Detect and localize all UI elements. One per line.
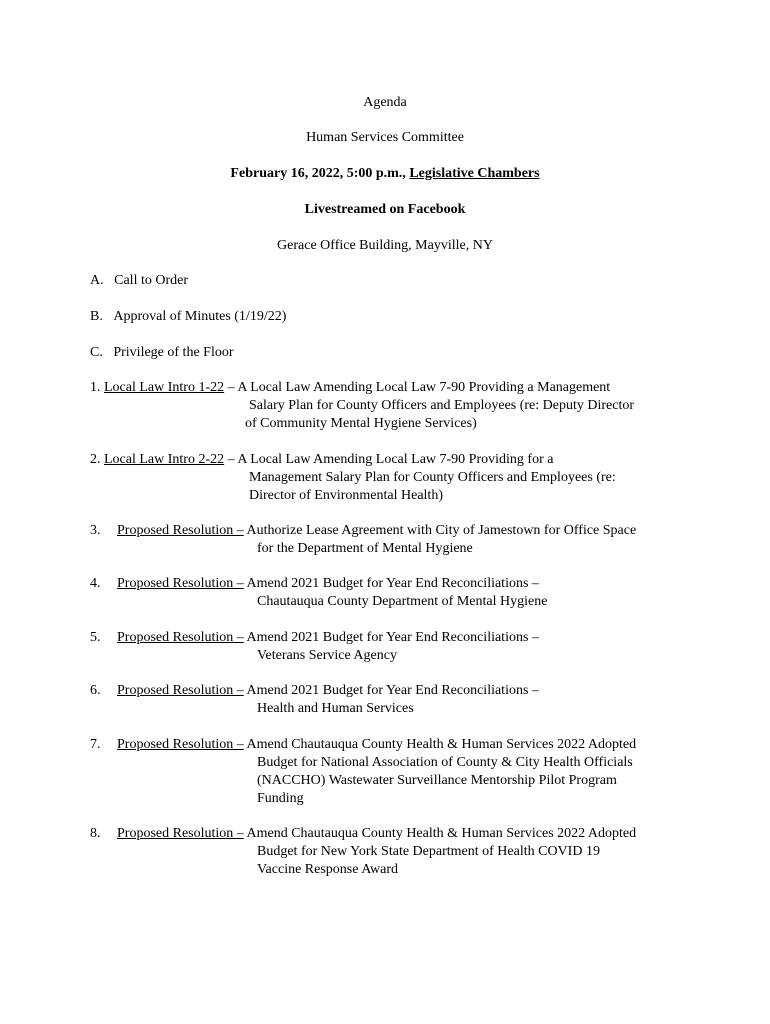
item-text: Amend 2021 Budget for Year End Reconciliations – <box>243 576 539 591</box>
continuation-line: Director of Environmental Health) <box>249 488 443 503</box>
resolution-6-link[interactable]: Proposed Resolution – <box>117 683 244 698</box>
item-text: Call to Order <box>114 273 188 288</box>
continuation-line: of Community Mental Hygiene Services) <box>245 416 477 431</box>
agenda-item-b <box>90 308 286 326</box>
resolution-5 <box>90 629 539 647</box>
item-number: 5. <box>90 630 101 645</box>
continuation-line: Vaccine Response Award <box>257 862 399 877</box>
resolution-5-continuation <box>257 647 397 665</box>
item-text: Amend Chautauqua County Health & Human Services 2022 Adopted <box>243 737 637 752</box>
local-law-1-link[interactable]: Local Law Intro 1-22 <box>104 380 225 395</box>
local-law-1-continuation-2 <box>245 415 477 433</box>
continuation-line: Veterans Service Agency <box>257 648 397 663</box>
resolution-5-link[interactable]: Proposed Resolution – <box>117 630 244 645</box>
resolution-8-continuation <box>257 843 600 879</box>
resolution-4-link[interactable]: Proposed Resolution – <box>117 576 244 591</box>
item-text: Amend Chautauqua County Health & Human Services 2022 Adopted <box>243 826 637 841</box>
item-number: 4. <box>90 576 101 591</box>
item-text: Authorize Lease Agreement with City of Jamestown for Office Space <box>243 523 637 538</box>
building-location: Gerace Office Building, Mayville, NY <box>277 238 493 253</box>
local-law-2-link[interactable]: Local Law Intro 2-22 <box>104 452 225 467</box>
resolution-4 <box>90 575 539 593</box>
item-text: Amend 2021 Budget for Year End Reconciliations – <box>243 630 539 645</box>
continuation-line: Budget for National Association of County & City Health Officials <box>257 755 633 770</box>
item-text: Amend 2021 Budget for Year End Reconciliations – <box>243 683 539 698</box>
local-law-1-continuation <box>249 397 634 415</box>
item-text: – A Local Law Amending Local Law 7-90 Providing a Management <box>224 380 611 395</box>
resolution-8 <box>90 825 636 843</box>
item-letter: C. <box>90 345 103 360</box>
agenda-item-a <box>90 272 188 290</box>
resolution-4-continuation <box>257 593 547 611</box>
resolution-7-continuation <box>257 754 633 808</box>
continuation-line: Salary Plan for County Officers and Employees (re: Deputy Director <box>249 398 635 413</box>
local-law-2 <box>90 451 553 469</box>
resolution-7-link[interactable]: Proposed Resolution – <box>117 737 244 752</box>
resolution-3 <box>90 522 636 540</box>
resolution-7 <box>90 736 636 754</box>
item-letter: A. <box>90 273 104 288</box>
continuation-line: for the Department of Mental Hygiene <box>257 541 473 556</box>
item-number: 7. <box>90 737 101 752</box>
item-number: 1. <box>90 380 101 395</box>
continuation-line: Funding <box>257 791 304 806</box>
item-text: Privilege of the Floor <box>113 345 234 360</box>
legislative-chambers-link[interactable]: Legislative Chambers <box>409 166 540 181</box>
local-law-2-continuation <box>249 469 616 505</box>
continuation-line: Budget for New York State Department of Health COVID 19 <box>257 844 600 859</box>
item-number: 3. <box>90 523 101 538</box>
item-letter: B. <box>90 309 103 324</box>
committee-name: Human Services Committee <box>306 130 464 145</box>
resolution-3-link[interactable]: Proposed Resolution – <box>117 523 244 538</box>
continuation-line: Health and Human Services <box>257 701 414 716</box>
item-number: 6. <box>90 683 101 698</box>
resolution-8-link[interactable]: Proposed Resolution – <box>117 826 244 841</box>
item-number: 2. <box>90 452 101 467</box>
continuation-line: Chautauqua County Department of Mental Hygiene <box>257 594 548 609</box>
resolution-6 <box>90 682 539 700</box>
meeting-date-line <box>0 165 770 183</box>
item-text: Approval of Minutes (1/19/22) <box>113 309 287 324</box>
livestream-note: Livestreamed on Facebook <box>304 202 466 217</box>
agenda-title: Agenda <box>363 95 407 110</box>
local-law-1 <box>90 379 610 397</box>
resolution-6-continuation <box>257 700 414 718</box>
continuation-line: Management Salary Plan for County Officers and Employees (re: <box>249 470 616 485</box>
item-text: – A Local Law Amending Local Law 7-90 Providing for a <box>224 452 554 467</box>
item-number: 8. <box>90 826 101 841</box>
resolution-3-continuation <box>257 540 473 558</box>
agenda-item-c <box>90 344 234 362</box>
meeting-date-time: February 16, 2022, 5:00 p.m., <box>230 166 410 181</box>
continuation-line: (NACCHO) Wastewater Surveillance Mentorship Pilot Program <box>257 773 617 788</box>
